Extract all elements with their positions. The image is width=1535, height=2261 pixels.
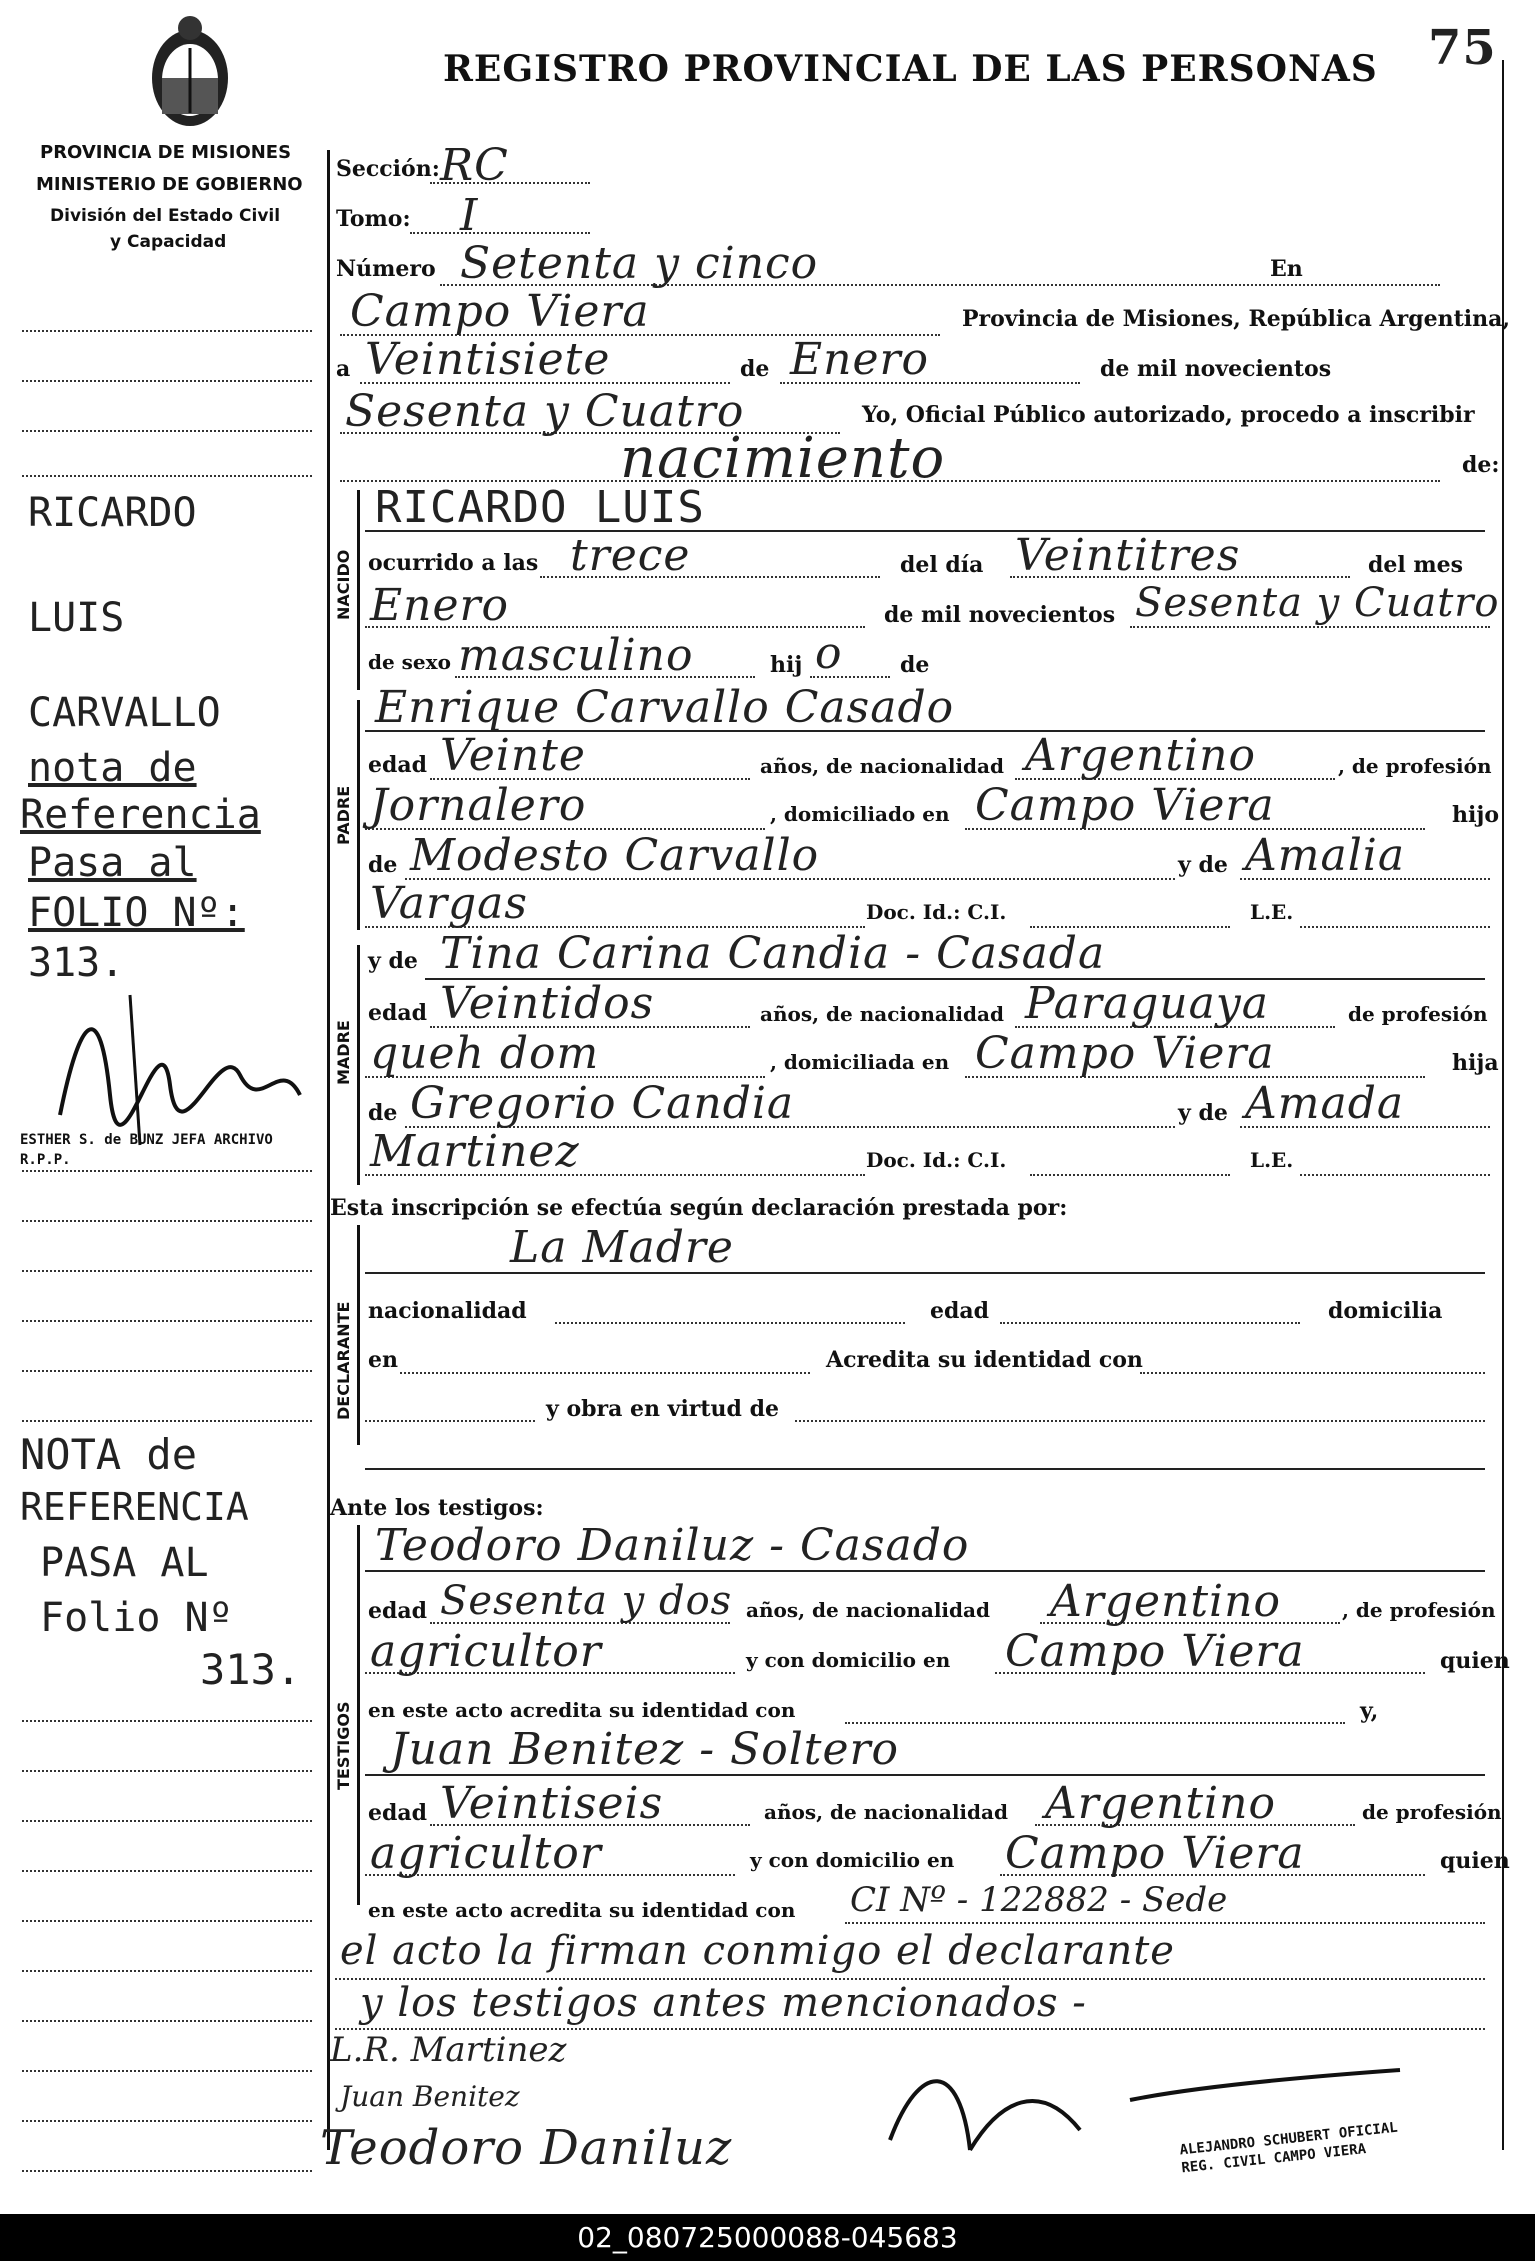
madre-le-label: L.E. bbox=[1250, 1148, 1294, 1172]
dia-label: del día bbox=[900, 552, 984, 578]
t2-acredita-label: en este acto acredita su identidad con bbox=[368, 1898, 796, 1922]
t2-id-value[interactable]: CI Nº - 122882 - Sede bbox=[850, 1880, 1228, 1920]
t2-prof-label: de profesión bbox=[1362, 1800, 1502, 1824]
declarante-obra-label: y obra en virtud de bbox=[546, 1396, 779, 1422]
section-label-declarante: DECLARANTE bbox=[334, 1301, 353, 1420]
margin-note2-3: PASA AL bbox=[40, 1540, 209, 1586]
t2-edad-label: edad bbox=[368, 1800, 428, 1826]
page-number: 75 bbox=[1428, 20, 1497, 76]
document-id-footer: 02_080725000088-045683 bbox=[0, 2214, 1535, 2261]
t1-prof-label: , de profesión bbox=[1342, 1598, 1496, 1622]
margin-note2-1: NOTA de bbox=[20, 1430, 198, 1479]
padre-de-label: de bbox=[368, 852, 398, 878]
numero-value[interactable]: Setenta y cinco bbox=[460, 238, 819, 289]
margin-stamp: ESTHER S. de BUNZ JEFA ARCHIVO R.P.P. bbox=[20, 1132, 273, 1168]
t1-edad-value[interactable]: Sesenta y dos bbox=[440, 1578, 733, 1624]
margin-note-1: nota de bbox=[28, 745, 197, 791]
madre-dom-label: , domiciliada en bbox=[770, 1050, 950, 1074]
hijo-label: hijo bbox=[1452, 802, 1499, 828]
year-value[interactable]: Sesenta y Cuatro bbox=[345, 386, 745, 437]
day-value[interactable]: Veintisiete bbox=[365, 334, 611, 385]
mother-name-value[interactable]: Tina Carina Candia - Casada bbox=[440, 928, 1106, 979]
t1-edad-label: edad bbox=[368, 1598, 428, 1624]
section-label-padre: PADRE bbox=[334, 785, 353, 845]
seccion-value[interactable]: RC bbox=[440, 140, 509, 191]
t1-dom-value[interactable]: Campo Viera bbox=[1005, 1626, 1305, 1677]
mes-label: del mes bbox=[1368, 552, 1464, 578]
birth-month-value[interactable]: Enero bbox=[370, 580, 510, 631]
madre-yde-label: y de bbox=[368, 948, 418, 974]
closing-line-1: el acto la firman conmigo el declarante bbox=[340, 1928, 1175, 1974]
margin-name-1: RICARDO bbox=[28, 490, 197, 536]
t1-dom-label: y con domicilio en bbox=[746, 1648, 951, 1672]
org-line-1: PROVINCIA DE MISIONES bbox=[40, 142, 292, 163]
hij-label: hij bbox=[770, 652, 803, 678]
padre-edad-label: edad bbox=[368, 752, 428, 778]
section-border-declarante bbox=[357, 1225, 360, 1445]
madre-de-label: de bbox=[368, 1100, 398, 1126]
padre-mother-value-2[interactable]: Vargas bbox=[370, 878, 528, 929]
madre-edad-label: edad bbox=[368, 1000, 428, 1026]
declarante-nac-label: nacionalidad bbox=[368, 1298, 527, 1324]
section-label-nacido: NACIDO bbox=[334, 549, 353, 620]
signature-3: Teodoro Daniluz bbox=[320, 2120, 733, 2176]
margin-note-5: 313. bbox=[28, 940, 125, 986]
closing-line-2: y los testigos antes mencionados - bbox=[360, 1980, 1087, 2026]
t2-quien-label: quien bbox=[1440, 1848, 1510, 1874]
coat-of-arms-icon bbox=[135, 8, 245, 138]
madre-prof-label: de profesión bbox=[1348, 1002, 1488, 1026]
margin-note2-4: Folio Nº bbox=[40, 1595, 233, 1641]
org-line-2: MINISTERIO DE GOBIERNO bbox=[36, 174, 303, 195]
margin-note2-2: REFERENCIA bbox=[20, 1485, 249, 1529]
padre-nac-label: años, de nacionalidad bbox=[760, 754, 1004, 778]
en-label: En bbox=[1270, 256, 1303, 282]
t2-dom-label: y con domicilio en bbox=[750, 1848, 955, 1872]
madre-yde2-label: y de bbox=[1178, 1100, 1228, 1126]
t2-nac-label: años, de nacionalidad bbox=[764, 1800, 1008, 1824]
t2-edad-value[interactable]: Veintiseis bbox=[440, 1778, 664, 1829]
province-text: Provincia de Misiones, República Argentina, bbox=[962, 306, 1511, 332]
t1-nac-label: años, de nacionalidad bbox=[746, 1598, 990, 1622]
sexo-label: de sexo bbox=[368, 650, 451, 674]
declarante-edad-label: edad bbox=[930, 1298, 990, 1324]
t1-prof-value[interactable]: agricultor bbox=[370, 1626, 602, 1677]
month-value[interactable]: Enero bbox=[790, 334, 930, 385]
birth-year-value[interactable]: Sesenta y Cuatro bbox=[1135, 580, 1500, 626]
de-colon: de: bbox=[1462, 452, 1500, 478]
section-label-testigos: TESTIGOS bbox=[334, 1701, 353, 1790]
padre-yde-label: y de bbox=[1178, 852, 1228, 878]
declarante-dom-label: domicilia bbox=[1328, 1298, 1443, 1324]
padre-mother-value[interactable]: Amalia bbox=[1245, 830, 1406, 881]
margin-note-3: Pasa al bbox=[28, 840, 197, 886]
madre-mother-value-2[interactable]: Martinez bbox=[370, 1126, 580, 1177]
declarant-value[interactable]: La Madre bbox=[510, 1222, 734, 1273]
numero-label: Número bbox=[336, 256, 436, 282]
signature-2: Juan Benitez bbox=[340, 2080, 520, 2113]
form-left-border bbox=[327, 150, 330, 2150]
madre-edad-value[interactable]: Veintidos bbox=[440, 978, 655, 1029]
t2-dom-value[interactable]: Campo Viera bbox=[1005, 1828, 1305, 1879]
signature-1: L.R. Martinez bbox=[330, 2030, 567, 2070]
place-value[interactable]: Campo Viera bbox=[350, 286, 650, 337]
document-title: REGISTRO PROVINCIAL DE LAS PERSONAS bbox=[443, 48, 1378, 90]
madre-mother-value[interactable]: Amada bbox=[1245, 1078, 1405, 1129]
margin-name-3: CARVALLO bbox=[28, 690, 221, 736]
section-border-testigos bbox=[357, 1525, 360, 1905]
testigos-intro: Ante los testigos: bbox=[330, 1495, 544, 1521]
madre-doc-label: Doc. Id.: C.I. bbox=[866, 1148, 1007, 1172]
a-label: a bbox=[336, 356, 351, 382]
hour-value[interactable]: trece bbox=[570, 530, 691, 581]
witness2-name-value[interactable]: Juan Benitez - Soltero bbox=[390, 1724, 900, 1775]
official-text: Yo, Oficial Público autorizado, procedo a inscribir bbox=[862, 402, 1475, 428]
father-name-value[interactable]: Enrique Carvallo Casado bbox=[375, 682, 955, 733]
margin-note-4: FOLIO Nº: bbox=[28, 890, 245, 936]
padre-prof-value[interactable]: Jornalero bbox=[370, 780, 587, 831]
madre-father-value[interactable]: Gregorio Candia bbox=[410, 1078, 795, 1129]
margin-note2-5: 313. bbox=[200, 1645, 302, 1694]
section-border-nacido bbox=[357, 490, 360, 690]
mil-label: de mil novecientos bbox=[884, 602, 1116, 628]
witness1-name-value[interactable]: Teodoro Daniluz - Casado bbox=[375, 1520, 970, 1571]
tomo-label: Tomo: bbox=[336, 206, 411, 232]
form-right-border bbox=[1502, 60, 1504, 2150]
t1-acredita-label: en este acto acredita su identidad con bbox=[368, 1698, 796, 1722]
declarante-acredita-label: Acredita su identidad con bbox=[826, 1347, 1143, 1373]
padre-edad-value[interactable]: Veinte bbox=[440, 730, 586, 781]
madre-dom-value[interactable]: Campo Viera bbox=[975, 1028, 1275, 1079]
child-name-value[interactable]: RICARDO LUIS bbox=[375, 482, 705, 533]
t1-y-label: y, bbox=[1360, 1698, 1379, 1724]
hij-value[interactable]: o bbox=[815, 628, 843, 679]
t2-prof-value[interactable]: agricultor bbox=[370, 1828, 602, 1879]
margin-note-2: Referencia bbox=[20, 792, 261, 838]
tomo-value[interactable]: I bbox=[460, 190, 479, 241]
t1-nac-value[interactable]: Argentino bbox=[1050, 1576, 1281, 1627]
padre-dom-label: , domiciliado en bbox=[770, 802, 950, 826]
org-line-3: División del Estado Civil bbox=[50, 206, 281, 226]
padre-le-label: L.E. bbox=[1250, 900, 1294, 924]
madre-nac-label: años, de nacionalidad bbox=[760, 1002, 1004, 1026]
t1-quien-label: quien bbox=[1440, 1648, 1510, 1674]
de-label: de bbox=[740, 356, 770, 382]
sexo-value[interactable]: masculino bbox=[458, 630, 694, 681]
ocurrido-label: ocurrido a las bbox=[368, 550, 539, 576]
declarante-intro: Esta inscripción se efectúa según declaración prestada por: bbox=[330, 1195, 1068, 1221]
section-border-madre bbox=[357, 945, 360, 1185]
act-type-value[interactable]: nacimiento bbox=[620, 426, 946, 491]
padre-prof-label: , de profesión bbox=[1338, 754, 1492, 778]
org-line-4: y Capacidad bbox=[110, 232, 227, 252]
mil-text: de mil novecientos bbox=[1100, 356, 1332, 382]
official-stamp: ALEJANDRO SCHUBERT OFICIAL REG. CIVIL CAMPO VIERA bbox=[1178, 2119, 1399, 2177]
seccion-label: Sección: bbox=[336, 156, 440, 182]
birth-day-value[interactable]: Veintitres bbox=[1015, 530, 1241, 581]
margin-name-2: LUIS bbox=[28, 595, 125, 641]
padre-dom-value[interactable]: Campo Viera bbox=[975, 780, 1275, 831]
nacido-de-label: de bbox=[900, 652, 930, 678]
madre-nac-value[interactable]: Paraguaya bbox=[1025, 978, 1269, 1029]
padre-father-value[interactable]: Modesto Carvallo bbox=[410, 830, 820, 881]
t2-nac-value[interactable]: Argentino bbox=[1045, 1778, 1276, 1829]
section-border-padre bbox=[357, 700, 360, 930]
margin-signature bbox=[40, 975, 310, 1155]
madre-prof-value[interactable]: queh dom bbox=[370, 1028, 600, 1079]
declarante-en-label: en bbox=[368, 1347, 398, 1373]
hija-label: hija bbox=[1452, 1050, 1499, 1076]
section-label-madre: MADRE bbox=[334, 1020, 353, 1085]
padre-doc-label: Doc. Id.: C.I. bbox=[866, 900, 1007, 924]
padre-nac-value[interactable]: Argentino bbox=[1025, 730, 1256, 781]
